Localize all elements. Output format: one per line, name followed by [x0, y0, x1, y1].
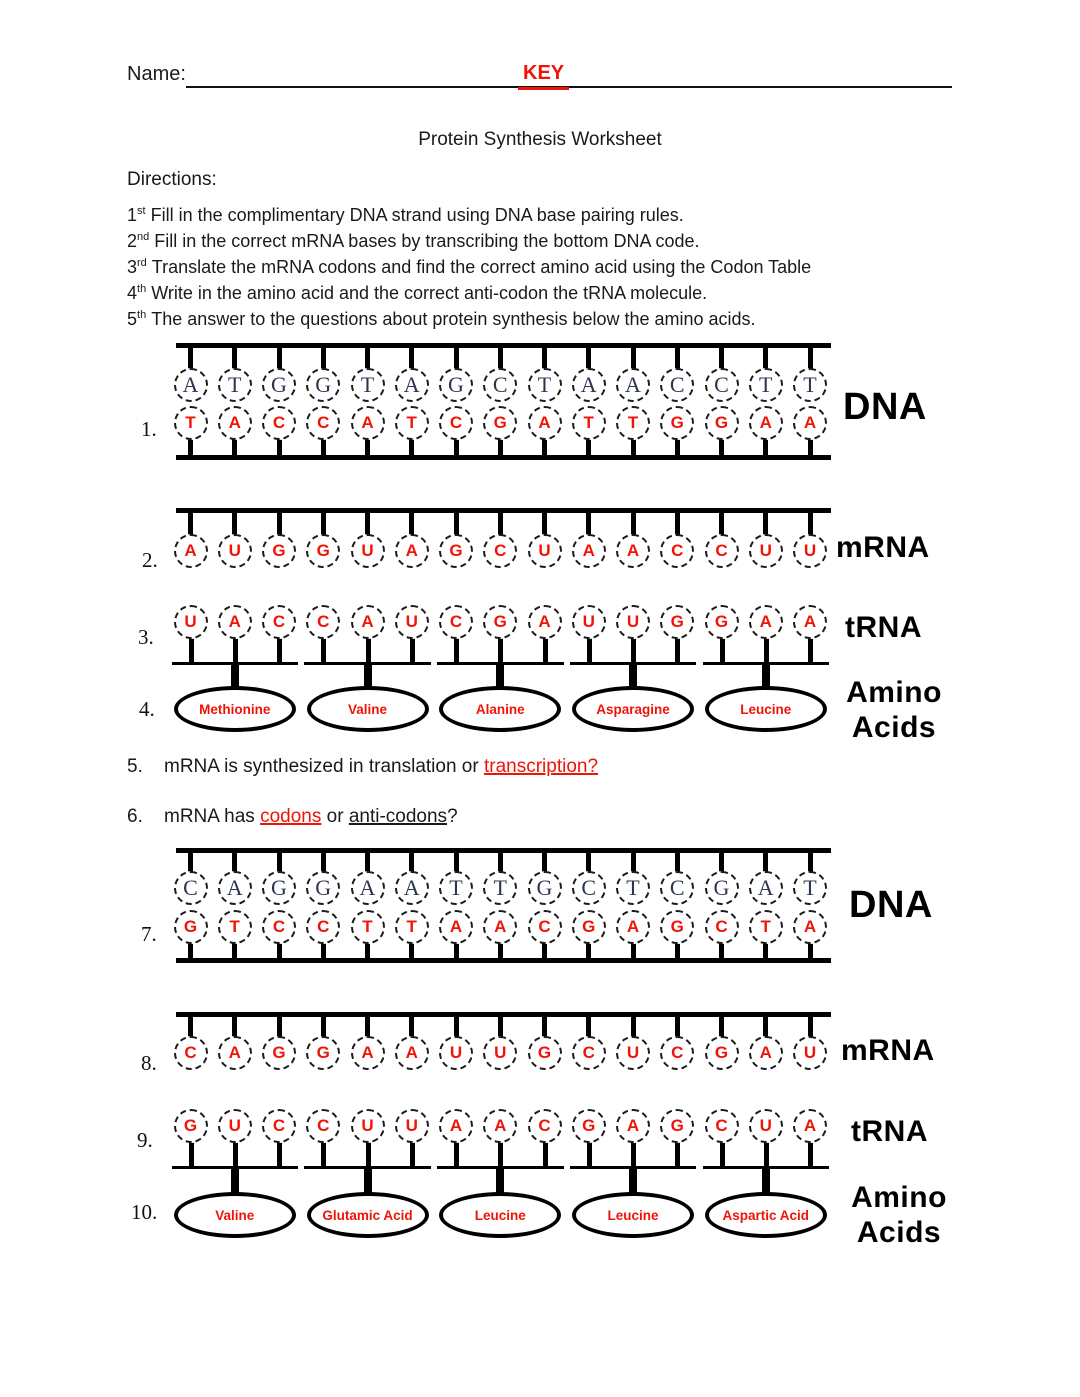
dna-template-base: T [528, 368, 562, 402]
dna-complement-base: G [660, 406, 694, 440]
direction-1-ordinal-suffix: st [137, 205, 146, 217]
trna-anticodon-base: A [528, 605, 562, 639]
dna-complement-base: T [572, 406, 606, 440]
dna-top-rail [176, 848, 831, 853]
trna-stem [498, 1140, 503, 1169]
dna-complement-base: A [616, 910, 650, 944]
dna-complement-base: A [439, 910, 473, 944]
dna-bottom-stem [763, 437, 768, 457]
direction-3 [127, 257, 811, 278]
dna-template-base: C [174, 871, 208, 905]
trna-anticodon-base: U [572, 605, 606, 639]
trna-stem [498, 636, 503, 665]
direction-5 [127, 309, 756, 330]
dna-bottom-stem [631, 437, 636, 457]
trna-anticodon-base: A [483, 1109, 517, 1143]
dna-template-base: T [483, 871, 517, 905]
row-number: 7. [141, 922, 157, 946]
question-6-mark: ? [447, 806, 458, 827]
row-number: 4. [139, 697, 155, 721]
trna-stem [764, 1140, 769, 1169]
trna-stem [720, 636, 725, 665]
dna-template-base: T [793, 368, 827, 402]
mrna-base: U [793, 534, 827, 568]
mrna-rail [176, 1012, 831, 1017]
mrna-base: U [749, 534, 783, 568]
amino-acid-oval: Methionine [174, 686, 296, 732]
dna-complement-base: C [306, 406, 340, 440]
trna-anticodon-base: C [439, 605, 473, 639]
dna-template-base: A [749, 871, 783, 905]
mrna-side-label: mRNA [836, 531, 930, 564]
question-6 [127, 806, 458, 828]
trna-stem [277, 1140, 282, 1169]
mrna-base: A [395, 534, 429, 568]
trna-anticodon-base: A [351, 605, 385, 639]
trna-anticodon-base: C [705, 1109, 739, 1143]
direction-2-text: Fill in the correct mRNA bases by transcribing the bottom DNA code. [154, 231, 700, 251]
dna-complement-base: G [660, 910, 694, 944]
mrna-base: U [528, 534, 562, 568]
dna-template-base: C [572, 871, 606, 905]
dna-complement-base: A [528, 406, 562, 440]
dna-template-base: G [705, 871, 739, 905]
dna-complement-base: C [262, 406, 296, 440]
dna-complement-base: T [351, 910, 385, 944]
dna-complement-base: G [705, 406, 739, 440]
direction-5-ordinal-suffix: th [137, 309, 147, 321]
trna-anticodon-base: U [616, 605, 650, 639]
mrna-base: A [174, 534, 208, 568]
question-6-text: mRNA has [164, 806, 261, 827]
mrna-base: U [616, 1036, 650, 1070]
trna-anticodon-base: C [528, 1109, 562, 1143]
question-6-answer: codons [260, 806, 322, 827]
dna-complement-base: C [439, 406, 473, 440]
dna-bottom-rail [176, 958, 831, 963]
mrna-base: A [395, 1036, 429, 1070]
question-6-or: or [321, 806, 349, 827]
trna-stem [543, 1140, 548, 1169]
trna-side-label: tRNA [851, 1115, 928, 1148]
answer-key-text: KEY [518, 62, 569, 90]
direction-1-ordinal: 1 [127, 205, 138, 225]
mrna-base: U [351, 534, 385, 568]
trna-stem [631, 1140, 636, 1169]
trna-anticodon-base: U [395, 605, 429, 639]
dna-complement-base: C [705, 910, 739, 944]
dna-complement-base: G [483, 406, 517, 440]
direction-4-ordinal: 4 [127, 283, 138, 303]
dna-complement-base: G [572, 910, 606, 944]
trna-anticodon-base: C [306, 1109, 340, 1143]
dna-complement-base: T [218, 910, 252, 944]
dna-bottom-stem [232, 437, 237, 457]
direction-4-text: Write in the amino acid and the correct anti-codon the tRNA molecule. [151, 283, 708, 303]
dna-complement-base: G [174, 910, 208, 944]
dna-template-base: G [306, 871, 340, 905]
mrna-base: G [705, 1036, 739, 1070]
trna-stem [675, 636, 680, 665]
mrna-base: A [616, 534, 650, 568]
dna-top-rail [176, 343, 831, 348]
direction-4-ordinal-suffix: th [137, 283, 147, 295]
trna-stem [321, 1140, 326, 1169]
dna-bottom-stem [409, 437, 414, 457]
dna-complement-base: C [528, 910, 562, 944]
dna-template-base: A [395, 871, 429, 905]
dna-template-base: G [528, 871, 562, 905]
direction-3-ordinal-suffix: rd [137, 257, 147, 269]
mrna-base: G [528, 1036, 562, 1070]
mrna-base: G [306, 534, 340, 568]
row-number: 2. [142, 548, 158, 572]
mrna-base: C [660, 1036, 694, 1070]
amino-acids-side-label: Amino Acids [851, 1181, 947, 1249]
dna-template-base: A [572, 368, 606, 402]
row-number: 1. [141, 417, 157, 441]
trna-anticodon-base: A [793, 605, 827, 639]
dna-bottom-stem [454, 437, 459, 457]
trna-anticodon-base: U [351, 1109, 385, 1143]
mrna-rail [176, 508, 831, 513]
trna-stem [189, 1140, 194, 1169]
trna-stem [366, 1140, 371, 1169]
trna-stem [233, 636, 238, 665]
trna-anticodon-base: U [395, 1109, 429, 1143]
dna-template-base: T [616, 871, 650, 905]
dna-side-label: DNA [849, 884, 933, 926]
row-number: 8. [141, 1051, 157, 1075]
dna-template-base: A [218, 871, 252, 905]
trna-anticodon-base: C [262, 605, 296, 639]
dna-template-base: G [262, 871, 296, 905]
row-number: 3. [138, 625, 154, 649]
trna-anticodon-base: C [306, 605, 340, 639]
mrna-base: U [793, 1036, 827, 1070]
trna-anticodon-base: G [660, 605, 694, 639]
dna-template-base: A [351, 871, 385, 905]
dna-template-base: T [793, 871, 827, 905]
mrna-base: G [262, 534, 296, 568]
trna-stem [631, 636, 636, 665]
amino-acid-oval: Leucine [705, 686, 827, 732]
dna-template-base: G [306, 368, 340, 402]
trna-anticodon-base: U [218, 1109, 252, 1143]
mrna-base: U [439, 1036, 473, 1070]
amino-acid-oval: Alanine [439, 686, 561, 732]
dna-bottom-stem [321, 437, 326, 457]
mrna-base: G [306, 1036, 340, 1070]
dna-template-base: G [439, 368, 473, 402]
mrna-base: C [174, 1036, 208, 1070]
amino-acids-side-label: Amino Acids [846, 676, 942, 744]
direction-2-ordinal-suffix: nd [137, 231, 150, 243]
dna-template-base: C [660, 368, 694, 402]
dna-side-label: DNA [843, 386, 927, 428]
mrna-base: A [572, 534, 606, 568]
mrna-base: C [572, 1036, 606, 1070]
trna-stem [233, 1140, 238, 1169]
dna-template-base: A [395, 368, 429, 402]
trna-stem [587, 1140, 592, 1169]
dna-complement-base: T [749, 910, 783, 944]
dna-complement-base: A [351, 406, 385, 440]
direction-2 [127, 231, 700, 252]
trna-anticodon-base: G [572, 1109, 606, 1143]
trna-stem [720, 1140, 725, 1169]
dna-bottom-stem [808, 437, 813, 457]
direction-1-text: Fill in the complimentary DNA strand using DNA base pairing rules. [150, 205, 684, 225]
trna-anticodon-base: C [262, 1109, 296, 1143]
dna-template-base: C [660, 871, 694, 905]
amino-acid-oval: Valine [174, 1192, 296, 1238]
trna-anticodon-base: A [439, 1109, 473, 1143]
amino-acid-oval: Asparagine [572, 686, 694, 732]
dna-complement-base: A [793, 406, 827, 440]
mrna-base: U [483, 1036, 517, 1070]
dna-complement-base: T [174, 406, 208, 440]
dna-bottom-stem [188, 437, 193, 457]
dna-template-base: T [439, 871, 473, 905]
dna-bottom-stem [277, 437, 282, 457]
dna-template-base: T [749, 368, 783, 402]
mrna-base: A [749, 1036, 783, 1070]
mrna-base: A [351, 1036, 385, 1070]
trna-stem [277, 636, 282, 665]
dna-template-base: T [351, 368, 385, 402]
dna-complement-base: T [395, 406, 429, 440]
dna-template-base: G [262, 368, 296, 402]
mrna-base: U [218, 534, 252, 568]
dna-complement-base: A [483, 910, 517, 944]
row-number: 9. [137, 1128, 153, 1152]
mrna-base: G [439, 534, 473, 568]
dna-complement-base: A [749, 406, 783, 440]
direction-4 [127, 283, 707, 304]
direction-5-text: The answer to the questions about protein synthesis below the amino acids. [151, 309, 756, 329]
dna-bottom-rail [176, 455, 831, 460]
question-6-number: 6. [127, 806, 143, 827]
direction-3-ordinal: 3 [127, 257, 138, 277]
direction-3-text: Translate the mRNA codons and find the correct amino acid using the Codon Table [151, 257, 812, 277]
trna-anticodon-base: G [705, 605, 739, 639]
trna-stem [189, 636, 194, 665]
trna-anticodon-base: G [174, 1109, 208, 1143]
dna-complement-base: A [793, 910, 827, 944]
trna-stem [675, 1140, 680, 1169]
trna-stem [410, 1140, 415, 1169]
dna-complement-base: C [262, 910, 296, 944]
mrna-side-label: mRNA [841, 1034, 935, 1067]
trna-side-label: tRNA [845, 611, 922, 644]
amino-acid-oval: Aspartic Acid [705, 1192, 827, 1238]
dna-bottom-stem [498, 437, 503, 457]
question-5 [127, 756, 598, 778]
direction-2-ordinal: 2 [127, 231, 138, 251]
question-5-text: mRNA is synthesized in translation or [164, 756, 484, 777]
dna-bottom-stem [542, 437, 547, 457]
trna-stem [808, 636, 813, 665]
trna-stem [543, 636, 548, 665]
mrna-base: C [483, 534, 517, 568]
trna-stem [454, 636, 459, 665]
question-5-number: 5. [127, 756, 143, 777]
amino-acid-oval: Leucine [572, 1192, 694, 1238]
trna-stem [808, 1140, 813, 1169]
dna-template-base: A [616, 368, 650, 402]
trna-stem [454, 1140, 459, 1169]
trna-anticodon-base: U [174, 605, 208, 639]
dna-template-base: T [218, 368, 252, 402]
trna-anticodon-base: A [616, 1109, 650, 1143]
dna-template-base: C [705, 368, 739, 402]
trna-stem [366, 636, 371, 665]
amino-acid-oval: Glutamic Acid [307, 1192, 429, 1238]
trna-anticodon-base: G [483, 605, 517, 639]
trna-stem [587, 636, 592, 665]
dna-bottom-stem [365, 437, 370, 457]
row-number: 10. [131, 1200, 158, 1224]
trna-stem [764, 636, 769, 665]
amino-acid-oval: Leucine [439, 1192, 561, 1238]
trna-anticodon-base: A [218, 605, 252, 639]
question-6-alt-option: anti-codons [348, 806, 448, 827]
dna-bottom-stem [586, 437, 591, 457]
dna-complement-base: T [395, 910, 429, 944]
amino-acid-oval: Valine [307, 686, 429, 732]
directions-label: Directions: [127, 169, 217, 190]
dna-template-base: A [174, 368, 208, 402]
trna-stem [321, 636, 326, 665]
question-5-answer: transcription? [483, 756, 599, 777]
page-title: Protein Synthesis Worksheet [418, 129, 662, 150]
trna-anticodon-base: G [660, 1109, 694, 1143]
dna-complement-base: C [306, 910, 340, 944]
dna-bottom-stem [675, 437, 680, 457]
dna-complement-base: A [218, 406, 252, 440]
dna-bottom-stem [719, 437, 724, 457]
trna-anticodon-base: U [749, 1109, 783, 1143]
mrna-base: G [262, 1036, 296, 1070]
direction-1 [127, 205, 684, 226]
trna-anticodon-base: A [793, 1109, 827, 1143]
dna-template-base: C [483, 368, 517, 402]
dna-complement-base: T [616, 406, 650, 440]
mrna-base: C [705, 534, 739, 568]
direction-5-ordinal: 5 [127, 309, 138, 329]
mrna-base: C [660, 534, 694, 568]
trna-stem [410, 636, 415, 665]
mrna-base: A [218, 1036, 252, 1070]
trna-anticodon-base: A [749, 605, 783, 639]
name-label: Name: [127, 63, 186, 85]
